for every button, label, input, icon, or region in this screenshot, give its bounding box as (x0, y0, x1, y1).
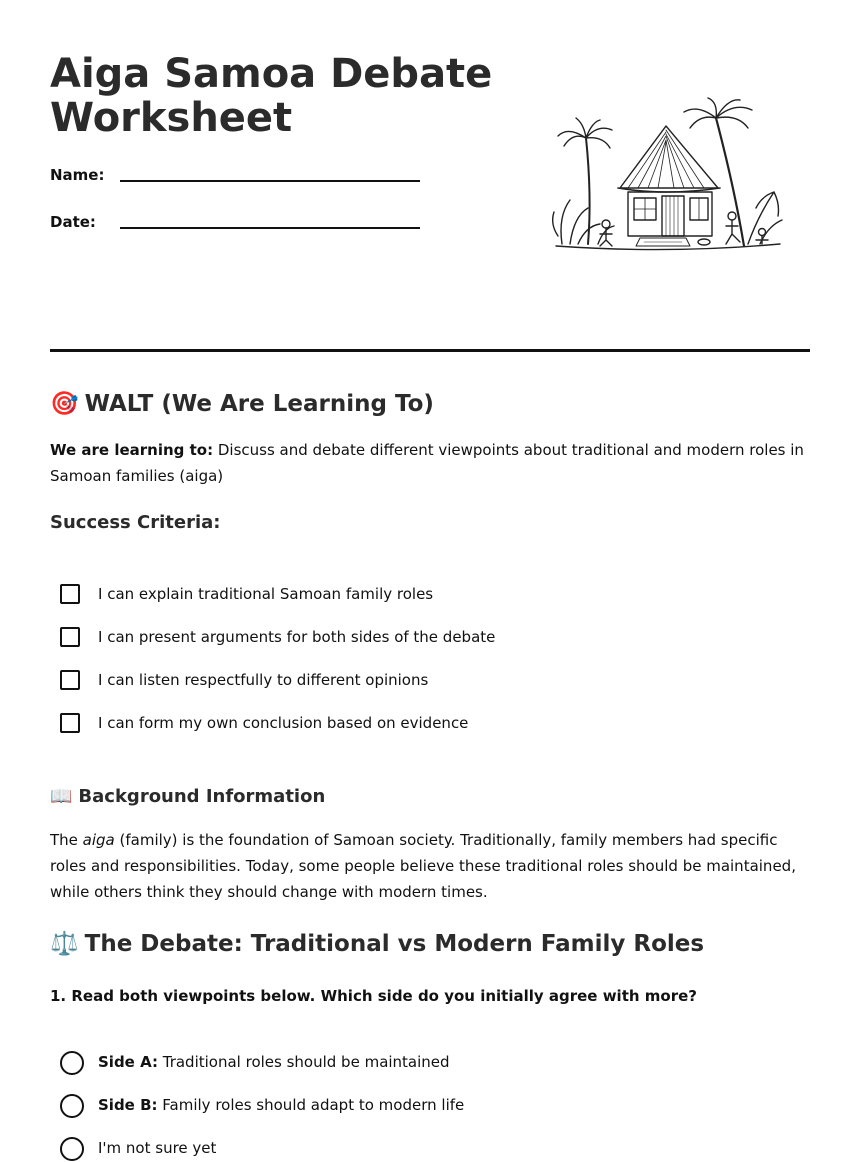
debate-heading (50, 930, 704, 957)
background-heading-text: Background Information (78, 786, 326, 807)
page-title: Aiga Samoa Debate Worksheet (50, 51, 493, 141)
option-text: Traditional roles should be maintained (157, 1053, 450, 1071)
walt-heading (50, 390, 434, 417)
date-label: Date: (50, 213, 96, 231)
book-icon: 📖 (50, 786, 73, 807)
option-radio[interactable] (60, 1051, 84, 1075)
option-label (98, 1053, 450, 1071)
date-line[interactable] (120, 227, 420, 229)
option-radio[interactable] (60, 1137, 84, 1161)
background-heading (50, 786, 325, 807)
option-label (98, 1139, 216, 1157)
criteria-checkbox[interactable] (60, 584, 80, 604)
target-icon: 🎯 (50, 391, 79, 417)
option-text: I'm not sure yet (98, 1139, 217, 1157)
section-divider (50, 349, 810, 352)
background-text-em: aiga (82, 831, 115, 849)
option-radio[interactable] (60, 1094, 84, 1118)
option-bold: Side A: (98, 1053, 158, 1071)
name-line[interactable] (120, 180, 420, 182)
walt-lead: We are learning to: (50, 441, 214, 459)
criteria-label: I can explain traditional Samoan family roles (98, 585, 434, 603)
option-bold: Side B: (98, 1096, 158, 1114)
walt-heading-text: WALT (We Are Learning To) (84, 391, 434, 417)
option-label (98, 1096, 464, 1114)
samoan-fale-illustration (548, 96, 788, 256)
walt-statement (50, 437, 815, 489)
name-label: Name: (50, 166, 105, 184)
criteria-checkbox[interactable] (60, 627, 80, 647)
criteria-checkbox[interactable] (60, 713, 80, 733)
success-criteria-heading: Success Criteria: (50, 512, 221, 533)
debate-heading-text: The Debate: Traditional vs Modern Family Roles (84, 931, 705, 957)
background-text-post: (family) is the foundation of Samoan society. Traditionally, family members had specific roles and responsibilities. Today, some people believe these traditional roles should be maintained, while others think they should change with modern times. (50, 831, 796, 901)
background-paragraph (50, 827, 815, 905)
background-text-pre: The (50, 831, 83, 849)
criteria-checkbox[interactable] (60, 670, 80, 690)
criteria-label: I can form my own conclusion based on evidence (98, 714, 469, 732)
criteria-label: I can listen respectfully to different opinions (98, 671, 429, 689)
walt-text: Discuss and debate different viewpoints about traditional and modern roles in Samoan families (aiga) (50, 441, 804, 485)
criteria-label: I can present arguments for both sides of the debate (98, 628, 496, 646)
option-text: Family roles should adapt to modern life (157, 1096, 465, 1114)
scales-icon: ⚖️ (50, 931, 79, 957)
question-1: 1. Read both viewpoints below. Which side do you initially agree with more? (50, 987, 697, 1005)
